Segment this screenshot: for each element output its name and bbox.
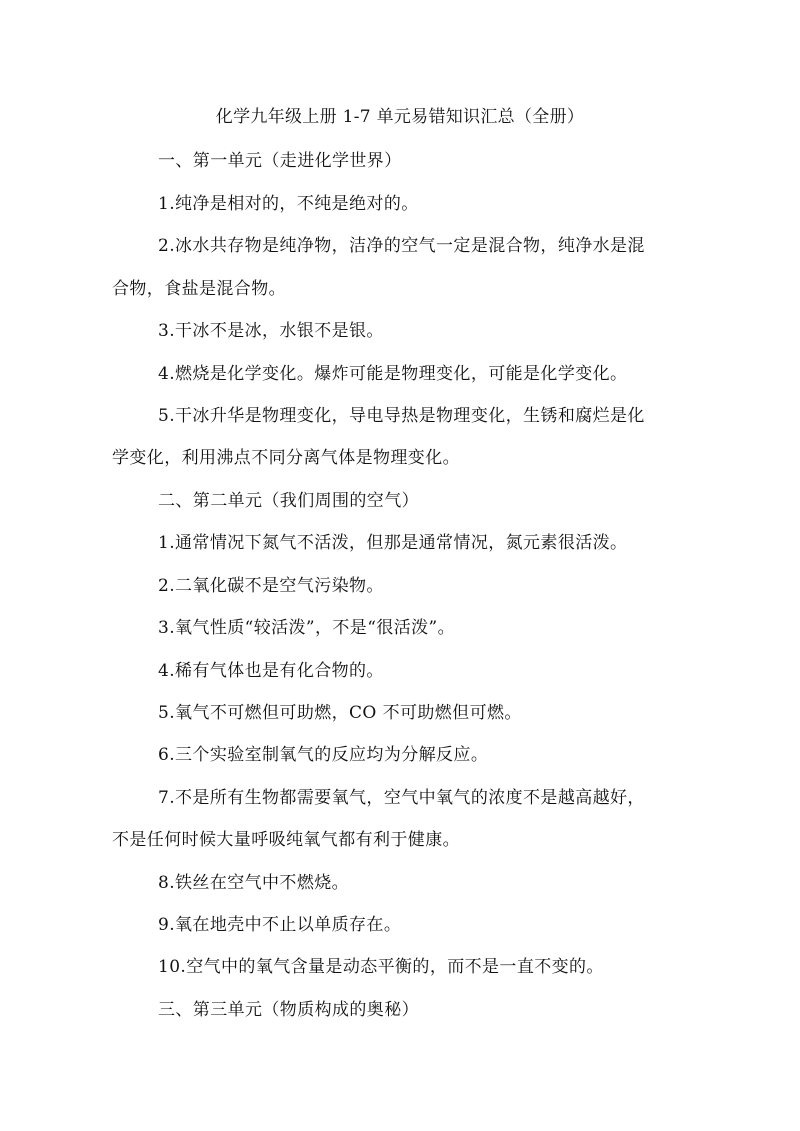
list-item-continuation: 不是任何时候大量呼吸纯氧气都有利于健康。 (112, 830, 460, 850)
list-item: 5.氧气不可燃但可助燃，CO 不可助燃但可燃。 (158, 703, 522, 723)
section-heading-2: 二、第二单元（我们周围的空气） (158, 491, 419, 511)
section-heading-1: 一、第一单元（走进化学世界） (158, 151, 402, 171)
list-item: 1.纯净是相对的，不纯是绝对的。 (158, 194, 419, 214)
list-item: 3.干冰不是冰，水银不是银。 (158, 321, 384, 341)
document-title: 化学九年级上册 1-7 单元易错知识汇总（全册） (215, 107, 585, 127)
list-item: 7.不是所有生物都需要氧气，空气中氧气的浓度不是越高越好， (158, 788, 645, 808)
list-item: 3.氧气性质“较活泼”，不是“很活泼”。 (158, 618, 455, 638)
list-item: 8.铁丝在空气中不燃烧。 (158, 873, 350, 893)
list-item: 2.二氧化碳不是空气污染物。 (158, 576, 384, 596)
section-heading-3: 三、第三单元（物质构成的奥秘） (158, 1000, 419, 1020)
list-item: 9.氧在地壳中不止以单质存在。 (158, 915, 402, 935)
list-item: 6.三个实验室制氧气的反应均为分解反应。 (158, 745, 489, 765)
list-item: 4.稀有气体也是有化合物的。 (158, 661, 384, 681)
list-item: 1.通常情况下氮气不活泼，但那是通常情况，氮元素很活泼。 (158, 533, 628, 553)
list-item: 4.燃烧是化学变化。爆炸可能是物理变化，可能是化学变化。 (158, 364, 628, 384)
list-item: 10.空气中的氧气含量是动态平衡的，而不是一直不变的。 (158, 957, 604, 977)
list-item-continuation: 合物，食盐是混合物。 (112, 279, 286, 299)
list-item-continuation: 学变化，利用沸点不同分离气体是物理变化。 (112, 448, 460, 468)
list-item: 5.干冰升华是物理变化，导电导热是物理变化，生锈和腐烂是化 (158, 406, 645, 426)
list-item: 2.冰水共存物是纯净物，洁净的空气一定是混合物，纯净水是混 (158, 236, 645, 256)
